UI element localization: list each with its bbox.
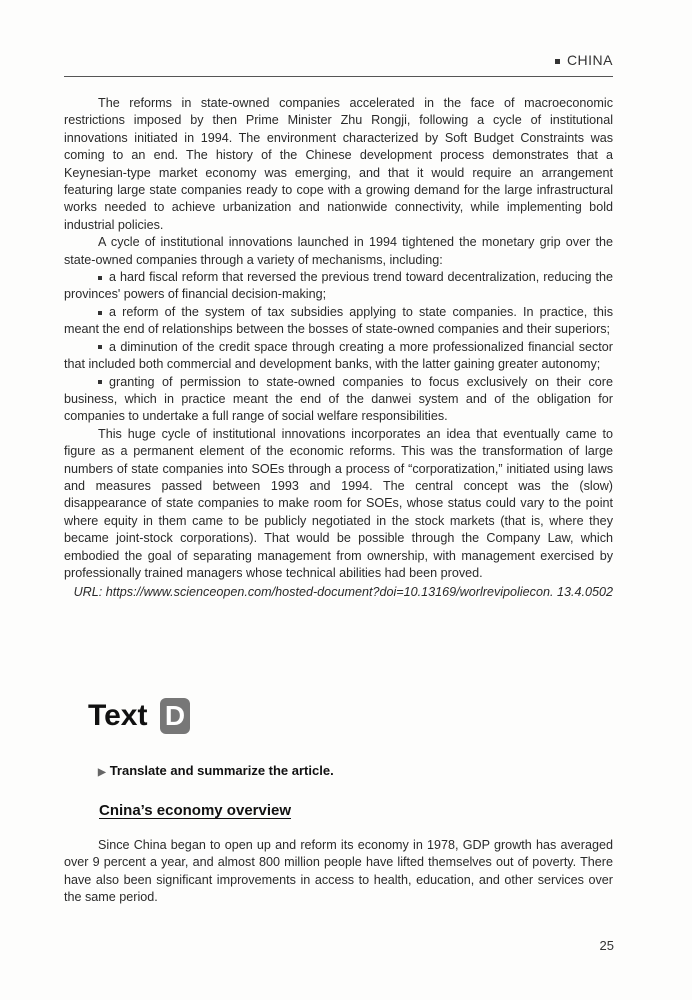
article-body (64, 95, 613, 602)
section-letter-badge: D (160, 698, 190, 734)
paragraph: This huge cycle of institutional innovations incorporates an idea that eventually came to figure as a permanent element of the economic reforms. This was the transformation of large numbers of state companies into SOEs through a process of “corporatization,” initiated using laws and measures passed between 1993 and 1994. The central concept was the (slow) disappearance of state companies to make room for SOEs, whose status could vary to the point where equity in them came to be publicly negotiated in the stock markets (that is, where they became joint-stock corporations). That would be possible through the Company Law, which embodied the goal of separating management from ownership, with management exercised by professionally trained managers whose technical abilities had been proved. (64, 426, 613, 580)
bullet-item (64, 304, 613, 339)
paragraph: The reforms in state-owned companies accelerated in the face of macroeconomic restrictions imposed by then Prime Minister Zhu Rongji, following a cycle of institutional innovations initiated in 1994. The environment characterized by Soft Budget Constraints was coming to an end. The history of the Chinese development process demonstrates that a Keynesian-type market economy was emerging, and that it would require an arrangement featuring large state companies ready to cope with a growing demand for the large infrastructural works needed to achieve urbanization and nationwide connectivity, while implementing bold industrial policies. (64, 96, 613, 232)
task-instruction (98, 763, 334, 778)
bullet-icon (98, 375, 109, 389)
paragraph: A cycle of institutional innovations launched in 1994 tightened the monetary grip over the state-owned companies through a variety of mechanisms, including: (64, 235, 613, 267)
bullet-item (64, 339, 613, 374)
bullet-text: a reform of the system of tax subsidies applying to state companies. In practice, this meant the end of relationships between the bosses of state-owned companies and their superiors; (64, 304, 613, 337)
paragraph: Since China began to open up and reform its economy in 1978, GDP growth has averaged over 9 percent a year, and almost 800 million people have lifted themselves out of poverty. There have also been significant improvements in access to health, education, and other services over the same period. (64, 838, 613, 905)
section-title-text: Text (88, 699, 148, 732)
section-title (88, 698, 190, 734)
bullet-item (64, 269, 613, 304)
source-url: URL: https://www.scienceopen.com/hosted-document?doi=10.13169/worlrevipoliecon. 13.4.0502 (73, 585, 613, 600)
bullet-icon (98, 340, 109, 354)
triangle-right-icon: ▶ (98, 767, 106, 778)
bullet-item (64, 374, 613, 426)
bullet-text: granting of permission to state-owned companies to focus exclusively on their core business, which in practice meant the end of the danwei system and of the obligation for companies to undertake a full range of social welfare responsibilities. (64, 374, 613, 424)
bullet-text: a hard fiscal reform that reversed the previous trend toward decentralization, reducing the provinces' powers of financial decision-making; (64, 270, 613, 302)
page-number: 25 (599, 938, 614, 953)
task-text: Translate and summarize the article. (109, 763, 334, 778)
article-heading: Cnina’s economy overview (99, 802, 292, 819)
bullet-icon (98, 305, 109, 319)
bullet-icon (98, 270, 109, 284)
running-header (64, 50, 613, 77)
bullet-text: a diminution of the credit space through creating a more professionalized financial sector that included both commercial and development banks, with the latter gaining greater autonomy; (64, 339, 613, 372)
section-label: CHINA (555, 52, 613, 68)
article-text (64, 837, 613, 907)
